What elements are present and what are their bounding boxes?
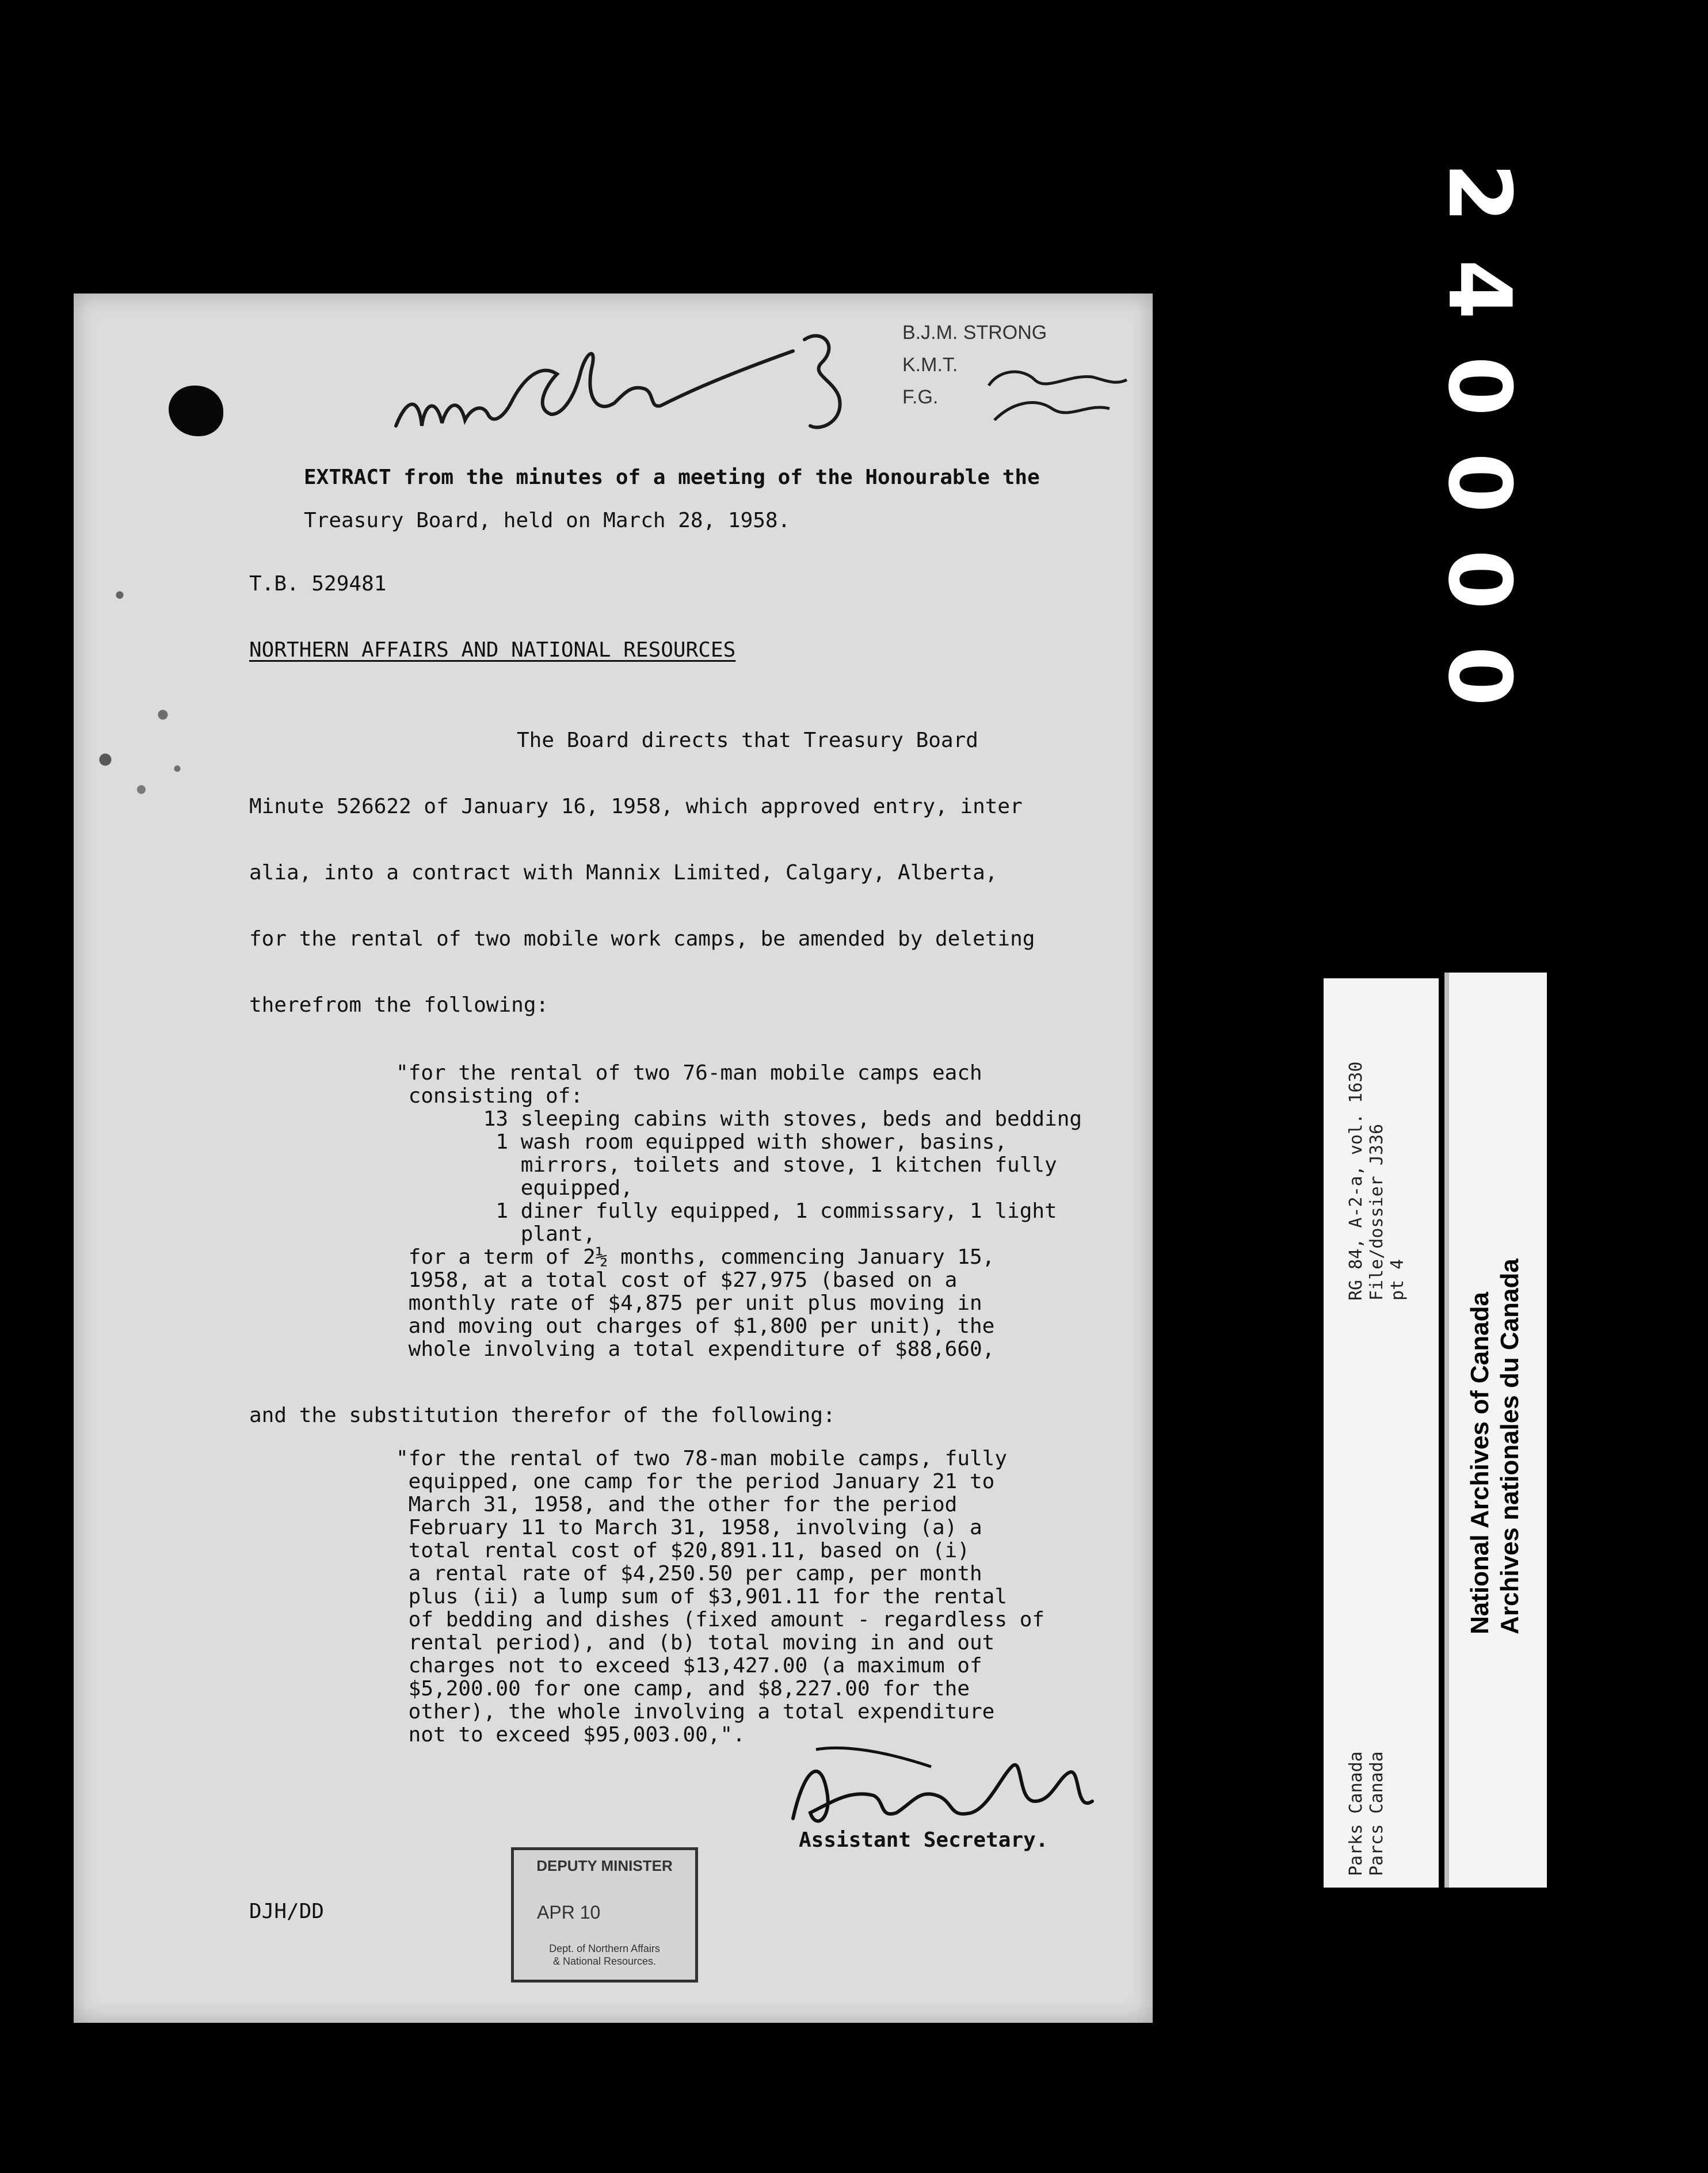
file-reference: File/dossier J336 <box>1367 1123 1387 1301</box>
quote-line: equipped, <box>396 1176 633 1200</box>
handwritten-note <box>390 328 805 449</box>
ink-stain <box>77 535 220 834</box>
quote-line: 1 diner fully equipped, 1 commissary, 1 light <box>396 1199 1057 1223</box>
quote-line: March 31, 1958, and the other for the period <box>396 1493 958 1516</box>
initial-line: B.J.M. STRONG <box>902 322 1047 344</box>
quote-line: total rental cost of $20,891.11, based on (i) <box>396 1539 970 1562</box>
quote-line: rental period), and (b) total moving in and out <box>396 1631 995 1654</box>
document-page <box>74 293 1153 2023</box>
stamp-title: DEPUTY MINISTER <box>536 1857 673 1874</box>
quoted-deletion-block <box>396 1062 1082 1361</box>
quote-line: equipped, one camp for the period January 21 to <box>396 1470 995 1493</box>
signatory-title: Assistant Secretary. <box>799 1828 1049 1852</box>
reference-initials: DJH/DD <box>249 1900 325 1923</box>
quote-line: charges not to exceed $13,427.00 (a maximum of <box>396 1654 982 1678</box>
body-line: Minute 526622 of January 16, 1958, which approved entry, inter <box>249 795 1023 818</box>
quote-line: whole involving a total expenditure of $88,660, <box>396 1337 995 1361</box>
initial-line: F.G. <box>902 386 939 408</box>
body-line: The Board directs that Treasury Board <box>517 729 978 752</box>
part-reference: pt 4 <box>1387 1259 1408 1301</box>
tb-number: T.B. 529481 <box>249 572 387 596</box>
frame-digit: 0 <box>1429 452 1529 513</box>
frame-digit: 0 <box>1429 549 1529 610</box>
parks-canada-en: Parks Canada <box>1346 1751 1366 1876</box>
quote-line: 13 sleeping cabins with stoves, beds and bedding <box>396 1107 1082 1131</box>
received-stamp <box>511 1847 698 1983</box>
frame-digit: 4 <box>1429 259 1529 320</box>
archive-name-label <box>1444 973 1547 1888</box>
quote-line: other), the whole involving a total expenditure <box>396 1700 995 1724</box>
quote-line: a rental rate of $4,250.50 per camp, per month <box>396 1562 982 1585</box>
archive-reference-label <box>1324 978 1439 1888</box>
intro-line: Treasury Board, held on March 28, 1958. <box>304 509 791 532</box>
archives-name-fr: Archives nationales du Canada <box>1496 1259 1524 1634</box>
quote-line: of bedding and dishes (fixed amount - regardless of <box>396 1608 1045 1631</box>
quote-line: plant, <box>396 1222 596 1246</box>
parks-canada-fr: Parcs Canada <box>1367 1751 1387 1876</box>
frame-digit: 0 <box>1429 356 1529 417</box>
substitution-line: and the substitution therefor of the following: <box>249 1404 836 1427</box>
quote-line: and moving out charges of $1,800 per unit), the <box>396 1314 995 1338</box>
quote-line: plus (ii) a lump sum of $3,901.11 for the rental <box>396 1585 1008 1608</box>
quote-line: not to exceed $95,003.00,". <box>396 1723 745 1747</box>
stamp-footer: Dept. of Northern Affairs & National Resources. <box>549 1943 660 1967</box>
rg-reference: RG 84, A-2-a, vol. 1630 <box>1346 1061 1366 1301</box>
quoted-substitution-block <box>396 1447 1044 1747</box>
punch-hole <box>169 386 223 436</box>
frame-digit: 0 <box>1429 646 1529 707</box>
quote-line: monthly rate of $4,875 per unit plus moving in <box>396 1291 982 1315</box>
quote-line: February 11 to March 31, 1958, involving (a) a <box>396 1516 982 1539</box>
quote-line: "for the rental of two 78-man mobile camps, fully <box>396 1447 1008 1470</box>
body-line: therefrom the following: <box>249 993 549 1017</box>
quote-line: $5,200.00 for one camp, and $8,227.00 for the <box>396 1677 970 1701</box>
frame-number <box>1429 150 1529 719</box>
quote-line: "for the rental of two 76-man mobile camps each <box>396 1061 982 1085</box>
initial-line: K.M.T. <box>902 354 958 376</box>
body-line: alia, into a contract with Mannix Limited, Calgary, Alberta, <box>249 861 998 885</box>
quote-line: for a term of 2½ months, commencing January 15, <box>396 1245 995 1269</box>
quote-line: 1 wash room equipped with shower, basins, <box>396 1130 1008 1154</box>
archives-name-en: National Archives of Canada <box>1466 1292 1494 1634</box>
intro-line: EXTRACT from the minutes of a meeting of the Honourable the <box>304 466 1040 489</box>
handwritten-mark <box>787 328 856 443</box>
stamp-date: APR 10 <box>537 1902 601 1923</box>
initials-scribble <box>977 345 1138 437</box>
frame-digit: 2 <box>1429 162 1529 223</box>
department-heading: NORTHERN AFFAIRS AND NATIONAL RESOURCES <box>249 638 736 662</box>
quote-line: mirrors, toilets and stove, 1 kitchen fully <box>396 1153 1057 1177</box>
quote-line: 1958, at a total cost of $27,975 (based on a <box>396 1268 958 1292</box>
body-line: for the rental of two mobile work camps, be amended by deleting <box>249 927 1035 951</box>
quote-line: consisting of: <box>396 1084 584 1108</box>
